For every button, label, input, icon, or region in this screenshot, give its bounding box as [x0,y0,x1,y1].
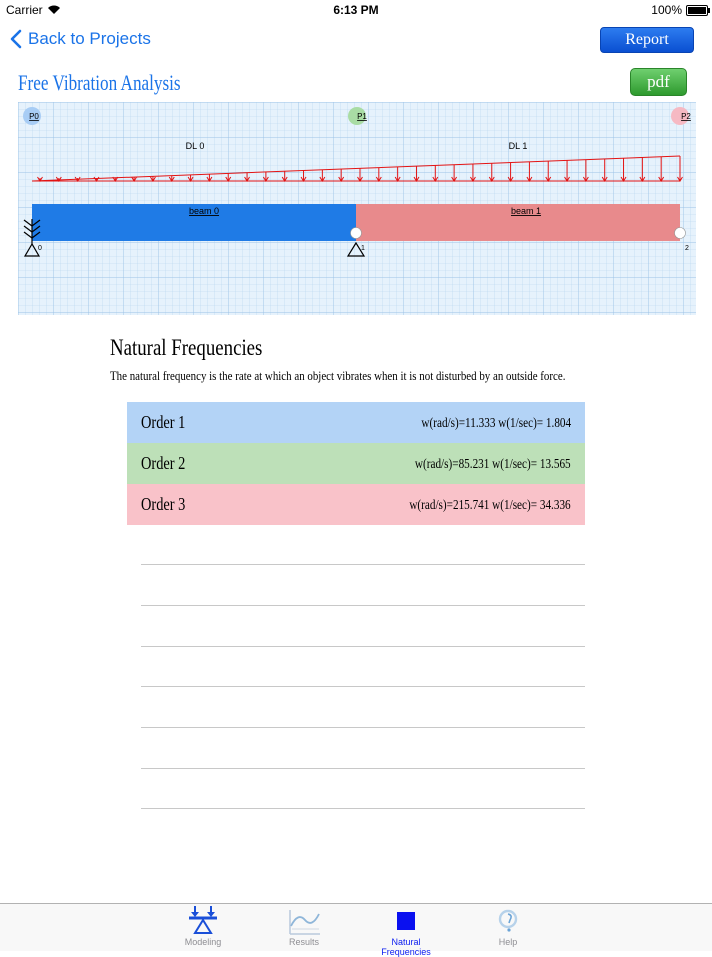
chart-line-icon [284,906,324,936]
page-title: Free Vibration Analysis [18,70,181,95]
tab-label: Results [288,937,319,947]
tab-label: Help [498,937,518,947]
tab-label: Modeling [184,937,222,947]
battery-percent: 100% [651,3,682,17]
node-label: 0 [38,245,42,252]
clock: 6:13 PM [333,3,379,17]
battery-icon [686,5,708,16]
point-label: P1 [357,112,367,121]
tab-results[interactable] [264,904,344,951]
load-label-dl1: DL 1 [508,141,528,151]
tab-label: Natural Frequencies [381,937,431,957]
beam-label: beam 0 [188,206,220,216]
empty-row-divider [141,646,585,647]
node-label: 2 [685,245,689,252]
frequency-table [127,402,585,525]
back-button[interactable] [10,29,151,49]
node-label: 1 [361,245,365,252]
point-p0[interactable] [23,107,41,125]
order-label: Order 3 [141,494,186,514]
help-icon [488,906,528,936]
empty-row-divider [141,808,585,809]
empty-row-divider [141,768,585,769]
empty-row-divider [141,564,585,565]
point-label: P2 [681,112,691,121]
empty-row-divider [141,727,585,728]
frequency-row[interactable] [127,484,585,525]
order-label: Order 2 [141,453,186,473]
status-bar [0,0,712,20]
section-description: The natural frequency is the rate at which an object vibrates when it is not disturbed by an outside force. [110,368,566,383]
point-label: P0 [29,112,39,121]
beam-label: beam 1 [510,206,542,216]
empty-row-divider [141,686,585,687]
node-2[interactable] [675,228,686,239]
back-button-label: Back to Projects [28,29,151,48]
frequency-row[interactable] [127,443,585,484]
frequency-row[interactable] [127,402,585,443]
frequency-values: w(rad/s)=11.333 w(1/sec)= 1.804 [421,416,571,431]
tab-natural-frequencies[interactable] [366,904,446,957]
tab-bar [0,903,712,957]
empty-row-divider [141,605,585,606]
beam-model-icon [183,906,223,936]
navigation-bar [0,20,712,64]
report-button[interactable]: Report [600,27,694,53]
beam-0[interactable] [32,204,356,241]
order-label: Order 1 [141,412,186,432]
frequency-values: w(rad/s)=85.231 w(1/sec)= 13.565 [415,457,571,472]
load-label-dl0: DL 0 [185,141,205,151]
frequency-values: w(rad/s)=215.741 w(1/sec)= 34.336 [409,498,571,513]
tab-help[interactable] [468,904,548,951]
section-title: Natural Frequencies [110,335,263,360]
node-1[interactable] [351,228,362,239]
natural-frequencies-section [110,335,610,384]
chevron-left-icon [10,29,22,49]
beam-1[interactable] [356,204,680,241]
beam-diagram[interactable] [18,102,696,315]
pdf-button[interactable]: pdf [630,68,687,96]
carrier-label: Carrier [6,3,43,17]
tab-modeling[interactable] [163,904,243,951]
square-icon [386,906,426,936]
